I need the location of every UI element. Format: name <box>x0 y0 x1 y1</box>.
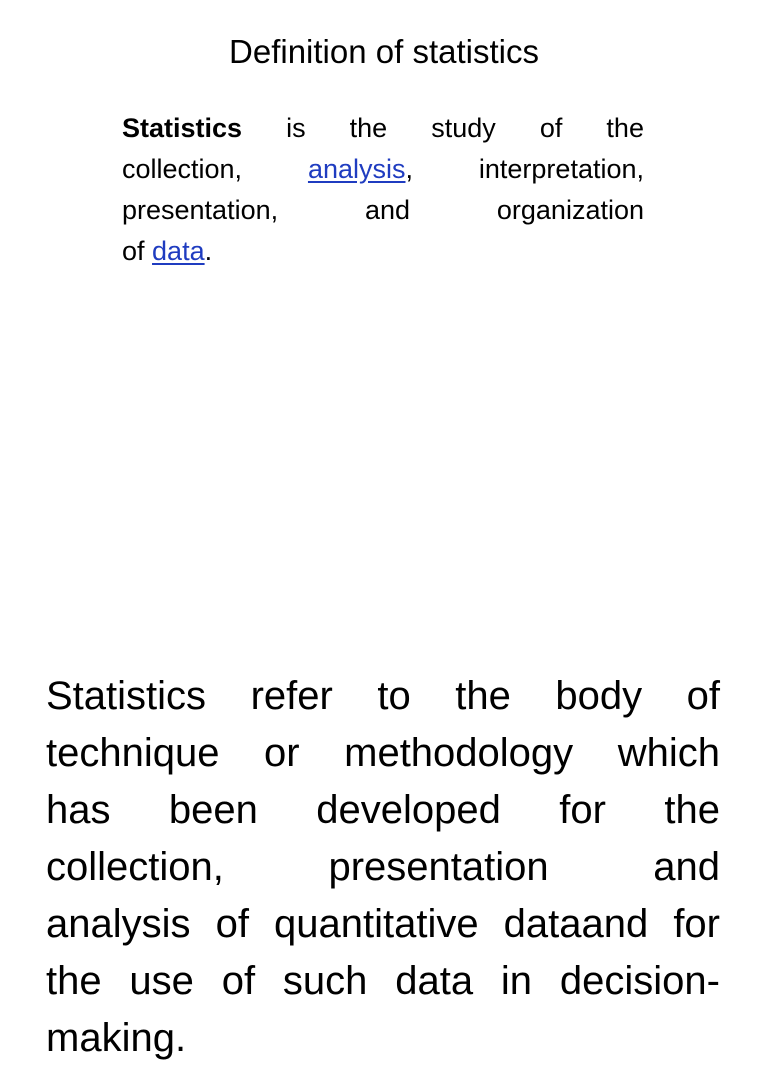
word: developed <box>316 788 501 832</box>
body-line <box>46 1010 720 1067</box>
word: of <box>539 113 563 143</box>
word: the <box>606 113 644 143</box>
body-line <box>46 782 720 839</box>
word: interpretation, <box>478 154 644 184</box>
slide-title: Definition of statistics <box>229 33 539 70</box>
word: the <box>455 674 511 718</box>
body-paragraph <box>46 668 720 1067</box>
word: technique <box>46 731 220 775</box>
word: for <box>673 902 720 946</box>
word: to <box>377 674 411 718</box>
word: is <box>286 113 306 143</box>
word: been <box>168 788 258 832</box>
word: presentation <box>328 845 549 889</box>
word: methodology <box>344 731 574 775</box>
word: the <box>46 959 102 1003</box>
term-statistics: Statistics <box>122 113 243 143</box>
word: and <box>653 845 720 889</box>
word: refer <box>250 674 333 718</box>
analysis-link[interactable]: analysis <box>307 154 406 184</box>
word: in <box>500 959 533 1003</box>
word: and <box>364 195 411 225</box>
word: or <box>264 731 300 775</box>
word: decision- <box>559 959 720 1003</box>
word: which <box>617 731 720 775</box>
definition-line <box>122 190 644 231</box>
word: of <box>221 959 256 1003</box>
word: of <box>215 902 249 946</box>
word: analysis <box>46 902 191 946</box>
word: such <box>282 959 368 1003</box>
word: study <box>431 113 496 143</box>
word: collection, <box>122 154 243 184</box>
body-line <box>46 668 720 725</box>
word: body <box>555 674 643 718</box>
definition-paragraph <box>122 108 644 272</box>
word: has <box>46 788 111 832</box>
word: presentation, <box>122 195 279 225</box>
body-line <box>46 953 720 1010</box>
word: for <box>559 788 606 832</box>
word: data <box>395 959 474 1003</box>
word: dataand <box>503 902 649 946</box>
body-line <box>46 839 720 896</box>
punctuation: , <box>405 154 414 184</box>
word: collection, <box>46 845 224 889</box>
word: Statistics <box>46 674 207 718</box>
punctuation: . <box>204 236 213 266</box>
definition-line <box>122 231 644 272</box>
slide-body <box>0 600 768 1060</box>
word-group <box>308 149 413 190</box>
body-line <box>46 896 720 953</box>
word: of <box>122 236 153 266</box>
definition-line <box>122 108 644 149</box>
word: of <box>686 674 720 718</box>
body-line <box>46 725 720 782</box>
word: the <box>664 788 720 832</box>
definition-line <box>122 149 644 190</box>
word: quantitative <box>274 902 479 946</box>
word: use <box>129 959 194 1003</box>
word: making. <box>46 1016 187 1060</box>
word: organization <box>496 195 644 225</box>
word: the <box>349 113 388 143</box>
data-link[interactable]: data <box>152 236 205 266</box>
